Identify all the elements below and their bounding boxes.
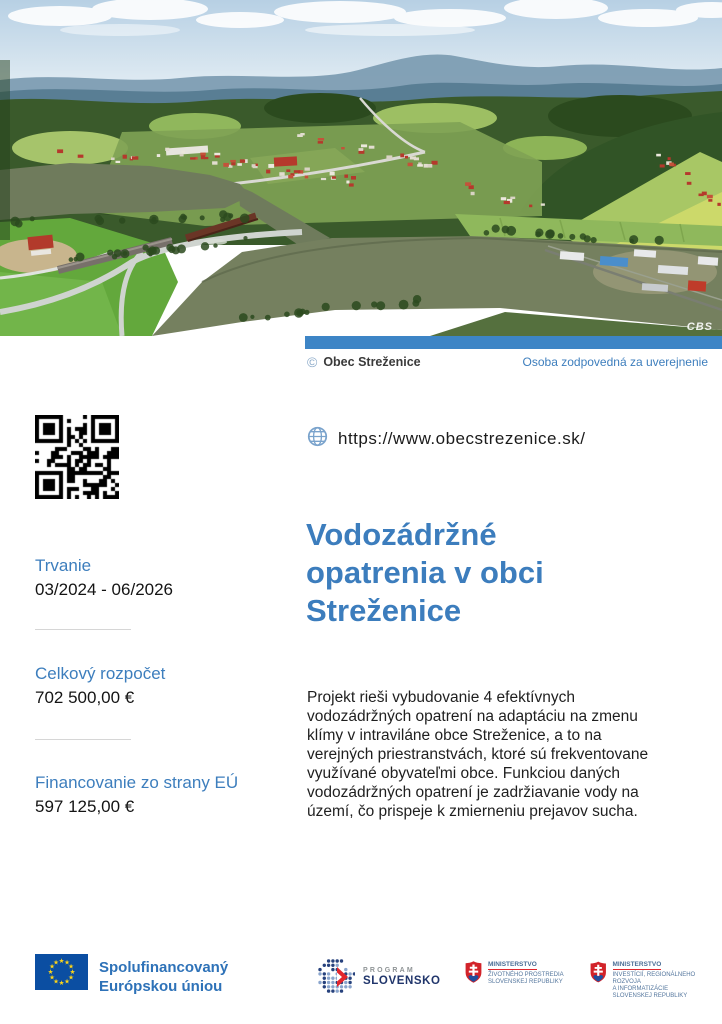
svg-text:★: ★ [68, 963, 74, 971]
sidebar-item-eu-financing [35, 773, 297, 817]
sidebar-label: Celkový rozpočet [35, 664, 166, 683]
photo-caption-row [307, 355, 708, 369]
sidebar-label: Trvanie [35, 556, 92, 575]
photo-credit-text: Obec Streženice [323, 355, 421, 369]
divider [35, 739, 131, 740]
ministry-line: INVESTÍCIÍ, REGIONÁLNEHO ROZVOJA [612, 971, 696, 985]
sidebar-item-duration [35, 556, 297, 600]
ministry-line: SLOVENSKEJ REPUBLIKY [612, 992, 688, 999]
ministry-line: ŽIVOTNÉHO PROSTREDIA [488, 971, 564, 978]
project-title: Vodozádržné opatrenia v obci Streženice [306, 517, 544, 628]
eu-cofunded-line2: Európskou úniou [99, 978, 223, 995]
program-slovensko-logo [317, 958, 441, 996]
svg-text:★: ★ [53, 978, 59, 986]
qr-code [35, 415, 119, 499]
eu-flag-icon [35, 954, 88, 995]
ministry-line: A INFORMATIZÁCIE [612, 985, 669, 992]
svg-text:★: ★ [58, 958, 65, 966]
program-label: PROGRAM [363, 967, 415, 974]
sidebar-item-total-budget [35, 664, 297, 708]
aerial-photo [0, 0, 722, 336]
divider [35, 629, 131, 630]
ministry-environment-logo [465, 961, 564, 986]
ministry-title: MINISTERSTVO [488, 961, 537, 968]
responsible-person-link[interactable]: Osoba zodpovedná za uverejnenie [522, 355, 708, 369]
ministry-investments-logo [590, 961, 722, 1000]
photo-watermark: CBS [686, 321, 713, 333]
project-description: Projekt rieši vybudovanie 4 efektívnych vodozádržných opatrení na adaptáciu na zmenu klímy v intraviláne obce Streženice, a to na verejných priestranstvách, ktoré sú frekventovane využívané obyvateľmi obce. Funkciou daných vodozádržných opatrení je zadržiavanie vody na území, čo prispeje k zmierneniu prejavov sucha. [307, 689, 649, 820]
svg-text:★: ★ [64, 959, 70, 967]
slovak-coat-of-arms-icon [590, 961, 607, 983]
svg-text:★: ★ [64, 978, 70, 986]
website-row [307, 426, 585, 452]
eu-cofunded-line1: Spolufinancovaný [99, 959, 229, 976]
svg-text:★: ★ [49, 974, 55, 982]
svg-text:★: ★ [53, 959, 59, 967]
sidebar-value: 702 500,00 € [35, 688, 135, 707]
sidebar-value: 597 125,00 € [35, 797, 135, 816]
svg-text:★: ★ [69, 969, 76, 977]
sidebar-label: Financovanie zo strany EÚ [35, 773, 239, 792]
program-dots-icon [317, 958, 355, 996]
ministry-line: SLOVENSKEJ REPUBLIKY [488, 978, 563, 985]
program-name-label: SLOVENSKO [363, 975, 441, 987]
website-url[interactable]: https://www.obecstrezenice.sk/ [338, 429, 586, 448]
svg-text:★: ★ [49, 963, 55, 971]
svg-text:★: ★ [47, 969, 54, 977]
copyright-icon: © [307, 354, 318, 370]
photo-credit [307, 355, 421, 369]
slovak-coat-of-arms-icon [465, 961, 482, 983]
svg-text:★: ★ [68, 974, 74, 982]
sidebar-value: 03/2024 - 06/2026 [35, 580, 174, 599]
eu-cofunded-label [99, 958, 228, 996]
globe-icon [307, 426, 328, 452]
accent-bar [305, 336, 722, 349]
ministry-title: MINISTERSTVO [612, 961, 662, 968]
svg-text:★: ★ [58, 980, 65, 988]
aerial-photo-illustration [0, 0, 722, 336]
